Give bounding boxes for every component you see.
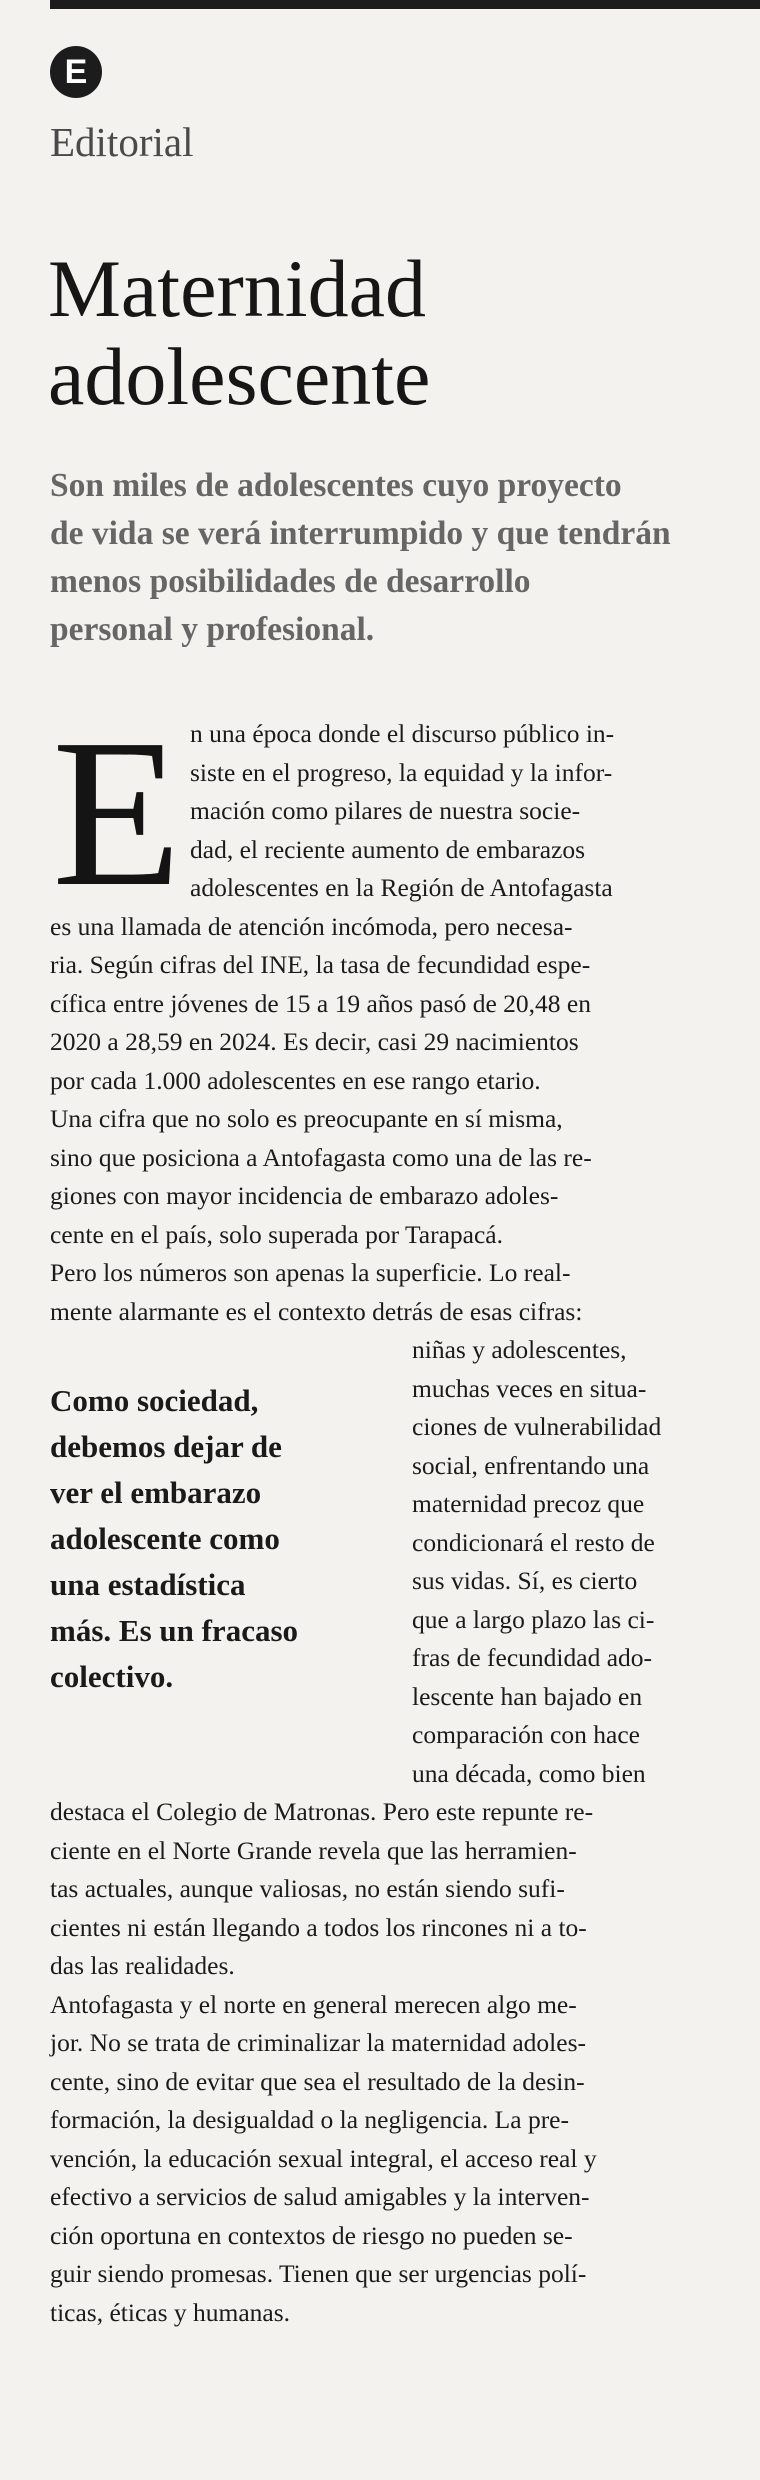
body-line: mación como pilares de nuestra socie- xyxy=(190,796,581,825)
body-line: es una llamada de atención incómoda, pero necesa- xyxy=(50,911,573,941)
drop-cap: E xyxy=(52,695,182,930)
body-line: ciones de vulnerabilidad xyxy=(412,1412,662,1441)
top-rule xyxy=(50,0,760,9)
body-line: cente, sino de evitar que sea el resultado de la desin- xyxy=(50,2066,585,2096)
pull-quote-line: Como sociedad, xyxy=(50,1383,259,1418)
body-line: Pero los números son apenas la superficie. Lo real- xyxy=(50,1258,571,1287)
deck-line: Son miles de adolescentes cuyo proyecto xyxy=(50,467,622,504)
deck xyxy=(50,462,730,654)
pull-quote-line: ver el embarazo xyxy=(50,1475,262,1510)
body-line: fras de fecundidad ado- xyxy=(412,1643,653,1672)
pull-quote-line: más. Es un fracaso xyxy=(50,1613,299,1648)
body-line: adolescentes en la Región de Antofagasta xyxy=(190,873,613,902)
body-line: cientes ni están llegando a todos los rincones ni a to- xyxy=(50,1912,587,1942)
pull-quote-line: adolescente como xyxy=(50,1521,280,1556)
pull-quote-line: debemos dejar de xyxy=(50,1429,282,1464)
body-line: vención, la educación sexual integral, el acceso real y xyxy=(50,2143,597,2173)
body-line: una década, como bien xyxy=(412,1758,646,1788)
body-line: Una cifra que no solo es preocupante en sí misma, xyxy=(50,1104,563,1133)
body-line: giones con mayor incidencia de embarazo adoles- xyxy=(50,1181,559,1210)
body-line: Antofagasta y el norte en general merecen algo me- xyxy=(50,1989,577,2019)
body-line: que a largo plazo las ci- xyxy=(412,1604,655,1634)
section-badge: E xyxy=(50,46,102,98)
body-line: destaca el Colegio de Matronas. Pero este repunte re- xyxy=(50,1797,594,1826)
headline-line: adolescente xyxy=(48,331,431,422)
body-line: comparación con hace xyxy=(412,1720,640,1749)
body-line: tas actuales, aunque valiosas, no están siendo sufi- xyxy=(50,1874,565,1903)
body-line: n una época donde el discurso público in- xyxy=(190,719,615,748)
body-line: por cada 1.000 adolescentes en ese rango etario. xyxy=(50,1065,541,1095)
body-line: sus vidas. Sí, es cierto xyxy=(412,1566,638,1595)
body-line: ticas, éticas y humanas. xyxy=(50,2297,291,2327)
body-line: mente alarmante es el contexto detrás de esas cifras: xyxy=(50,1296,583,1326)
body-line: 2020 a 28,59 en 2024. Es decir, casi 29 nacimientos xyxy=(50,1027,579,1056)
deck-line: de vida se verá interrumpido y que tendrán xyxy=(50,515,671,552)
deck-line: personal y profesional. xyxy=(50,611,375,648)
body-line: cente en el país, solo superada por Tarapacá. xyxy=(50,1219,503,1249)
body-line: ria. Según cifras del INE, la tasa de fecundidad espe- xyxy=(50,950,591,979)
body-line: maternidad precoz que xyxy=(412,1489,645,1518)
body-line: ción oportuna en contextos de riesgo no pueden se- xyxy=(50,2220,573,2250)
body-line: lescente han bajado en xyxy=(412,1681,643,1711)
body-line: sino que posiciona a Antofagasta como una de las re- xyxy=(50,1142,592,1172)
deck-line: menos posibilidades de desarrollo xyxy=(50,563,531,600)
section-label: Editorial xyxy=(50,119,194,165)
headline-line: Maternidad xyxy=(48,243,426,334)
body-line: cífica entre jóvenes de 15 a 19 años pasó de 20,48 en xyxy=(50,988,591,1018)
pull-quote-line: una estadística xyxy=(50,1567,246,1602)
body-line: jor. No se trata de criminalizar la maternidad adoles- xyxy=(50,2028,586,2057)
body-line: formación, la desigualdad o la negligencia. La pre- xyxy=(50,2105,569,2134)
headline xyxy=(48,245,728,421)
body-line: dad, el reciente aumento de embarazos xyxy=(190,834,586,864)
body-line: siste en el progreso, la equidad y la infor- xyxy=(190,757,613,787)
body-line: social, enfrentando una xyxy=(412,1450,650,1480)
body-line: guir siendo promesas. Tienen que ser urgencias polí- xyxy=(50,2259,587,2288)
body-line: ciente en el Norte Grande revela que las herramien- xyxy=(50,1835,577,1865)
pull-quote-line: colectivo. xyxy=(50,1659,174,1694)
body-line: muchas veces en situa- xyxy=(412,1373,647,1403)
body-line: das las realidades. xyxy=(50,1951,235,1980)
body-line: niñas y adolescentes, xyxy=(412,1335,627,1364)
pull-quote xyxy=(50,1378,370,1700)
body-line: efectivo a servicios de salud amigables y la interven- xyxy=(50,2182,590,2211)
body-line: condicionará el resto de xyxy=(412,1527,655,1557)
